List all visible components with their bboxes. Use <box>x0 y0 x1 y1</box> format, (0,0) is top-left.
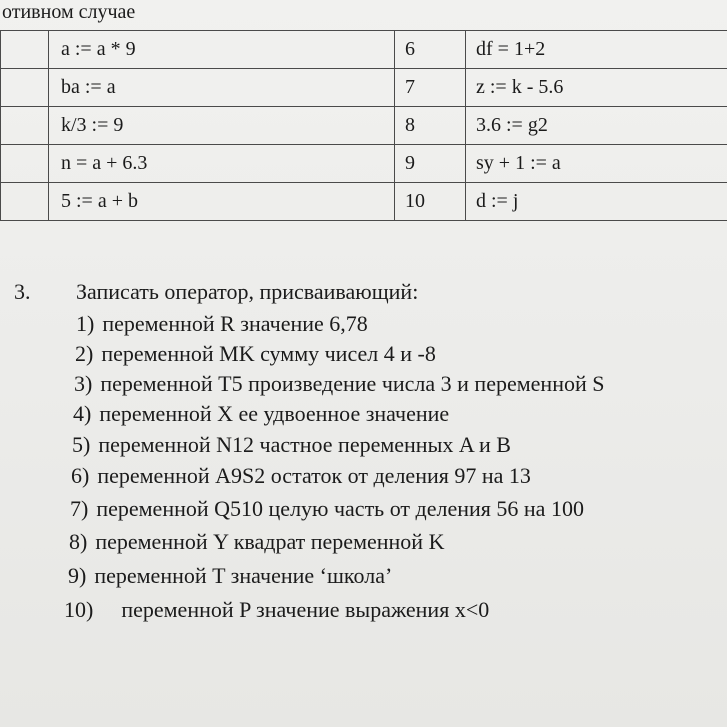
table-cell-number: 6 <box>395 31 466 69</box>
table-cell-number: 7 <box>395 69 466 107</box>
list-item <box>68 562 392 590</box>
table-cell-number: 8 <box>395 107 466 145</box>
list-item <box>76 310 368 338</box>
table-cell-expression: 5 := a + b <box>49 183 395 221</box>
table-row <box>1 145 727 183</box>
table-row <box>1 31 727 69</box>
table-cell-expression: z := k - 5.6 <box>466 69 727 107</box>
list-item <box>72 431 511 459</box>
list-item <box>73 400 449 428</box>
list-item-text: переменной R значение 6,78 <box>102 311 368 336</box>
header-fragment: отивном случае <box>2 1 136 23</box>
table-cell-number: 9 <box>395 145 466 183</box>
list-item-number: 9) <box>68 563 87 588</box>
list-item-text: переменной Q510 целую часть от деления 56 на 100 <box>96 496 584 521</box>
list-item-number: 8) <box>69 529 88 554</box>
list-item-number: 10) <box>64 597 94 622</box>
list-item-number: 6) <box>71 463 90 488</box>
list-item-number: 7) <box>70 496 89 521</box>
table-cell-expression: ba := a <box>49 69 395 107</box>
list-item <box>71 462 531 490</box>
table-cell-expression: 3.6 := g2 <box>466 107 727 145</box>
list-item-number: 1) <box>76 311 95 336</box>
task-heading: Записать оператор, присваивающий: <box>76 279 419 304</box>
table-row <box>1 69 727 107</box>
table-cell-expression: d := j <box>466 183 727 221</box>
list-item <box>69 528 444 556</box>
list-item <box>70 495 584 523</box>
table-cell-stub <box>1 145 49 183</box>
table-cell-expression: k/3 := 9 <box>49 107 395 145</box>
table-cell-expression: df = 1+2 <box>466 31 727 69</box>
table-cell-stub <box>1 31 49 69</box>
table-cell-stub <box>1 183 49 221</box>
list-item-number: 4) <box>73 401 92 426</box>
list-item-text: переменной P значение выражения x<0 <box>121 597 490 622</box>
task-number: 3. <box>14 279 31 304</box>
list-item-number: 2) <box>75 341 94 366</box>
list-item <box>74 370 604 398</box>
operators-table <box>0 30 727 221</box>
list-item-text: переменной MK сумму чисел 4 и -8 <box>101 341 436 366</box>
table-cell-number: 10 <box>395 183 466 221</box>
table-cell-stub <box>1 107 49 145</box>
list-item <box>75 340 436 368</box>
table-cell-expression: n = a + 6.3 <box>49 145 395 183</box>
list-item-text: переменной X ее удвоенное значение <box>99 401 450 426</box>
list-item-text: переменной T5 произведение числа 3 и переменной S <box>100 371 605 396</box>
table-row <box>1 107 727 145</box>
table-cell-expression: sy + 1 := a <box>466 145 727 183</box>
list-item-text: переменной N12 частное переменных A и B <box>98 432 511 457</box>
list-item-text: переменной A9S2 остаток от деления 97 на 13 <box>97 463 531 488</box>
list-item-number: 3) <box>74 371 93 396</box>
table-cell-stub <box>1 69 49 107</box>
list-item-number: 5) <box>72 432 91 457</box>
list-item-text: переменной T значение ‘школа’ <box>94 563 393 588</box>
list-item-text: переменной Y квадрат переменной K <box>95 529 445 554</box>
table-row <box>1 183 727 221</box>
list-item <box>64 596 489 624</box>
table-cell-expression: a := a * 9 <box>49 31 395 69</box>
